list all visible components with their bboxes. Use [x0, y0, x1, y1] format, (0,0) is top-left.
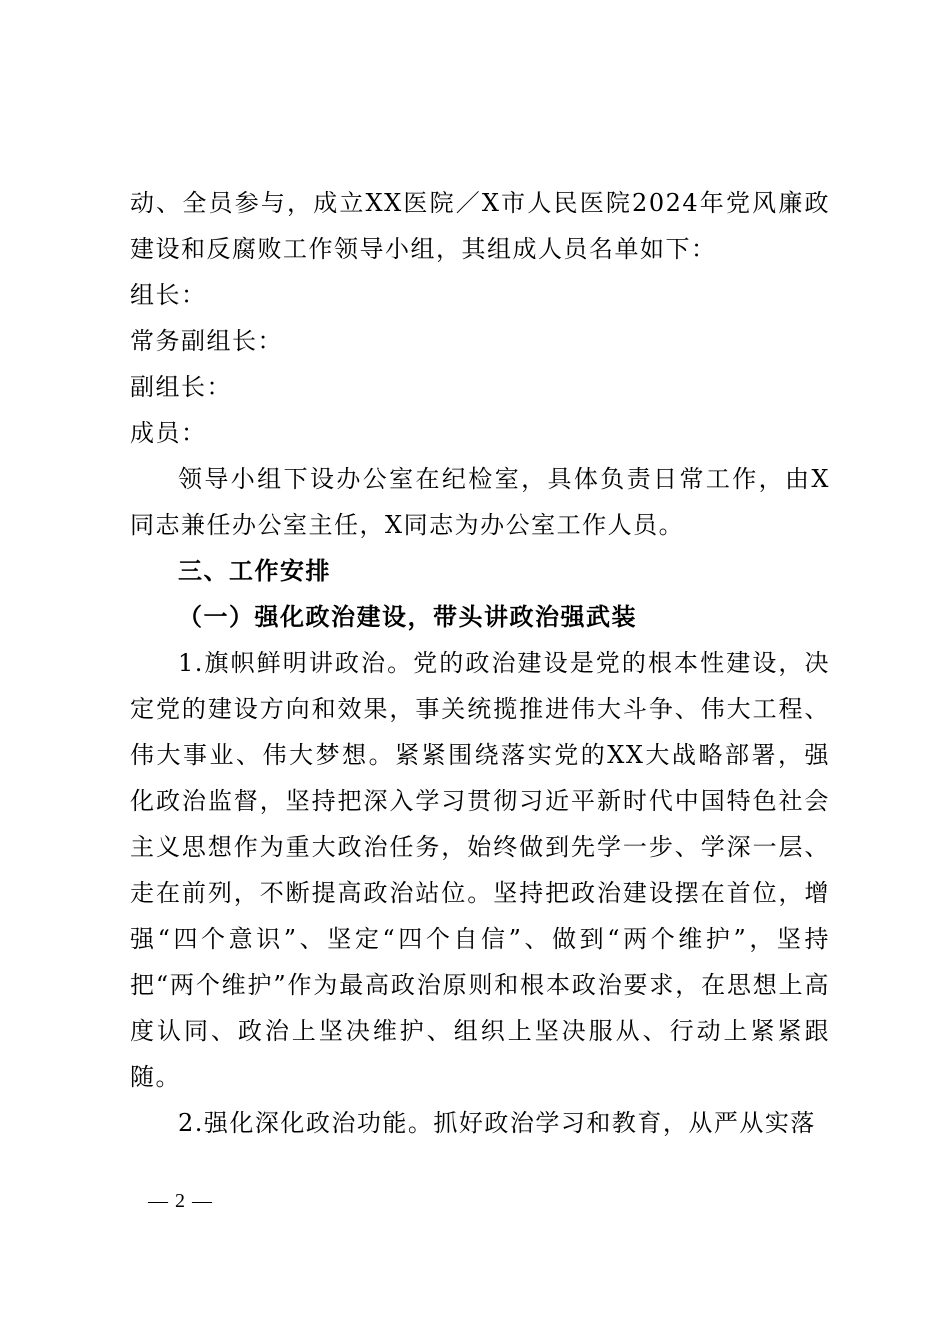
- paragraph-politics: 1.旗帜鲜明讲政治。党的政治建设是党的根本性建设，决定党的建设方向和效果，事关统揽推进伟大斗争、伟大工程、伟大事业、伟大梦想。紧紧围绕落实党的XX大战略部署，强化政治监督，坚持把深入学习贯彻习近平新时代中国特色社会主义思想作为重大政治任务，始终做到先学一步、学深一层、走在前列，不断提高政治站位。坚持把政治建设摆在首位，增强“四个意识”、坚定“四个自信”、做到“两个维护”，坚持把“两个维护”作为最高政治原则和根本政治要求，在思想上高度认同、政治上坚决维护、组织上坚决服从、行动上紧紧跟随。: [130, 649, 830, 1091]
- page-number: — 2 —: [148, 1190, 213, 1212]
- section-heading: 三、工作安排: [178, 557, 331, 585]
- paragraph-executive-deputy: 常务副组长：: [130, 327, 283, 355]
- paragraph-leading-group: 动、全员参与，成立XX医院／X市人民医院2024年党风廉政建设和反腐败工作领导小组，其组成人员名单如下：: [130, 189, 830, 263]
- paragraph-members: 成员：: [130, 419, 207, 447]
- paragraph-political-function: 2.强化深化政治功能。抓好政治学习和教育，从严从实落: [178, 1109, 816, 1137]
- subsection-heading: （一）强化政治建设，带头讲政治强武装: [178, 602, 637, 631]
- paragraph-deputy-leader: 副组长：: [130, 373, 232, 401]
- document-body: [130, 180, 830, 1146]
- paragraph-office: 领导小组下设办公室在纪检室，具体负责日常工作，由X同志兼任办公室主任，X同志为办公室工作人员。: [130, 465, 830, 539]
- paragraph-group-leader: 组长：: [130, 281, 207, 309]
